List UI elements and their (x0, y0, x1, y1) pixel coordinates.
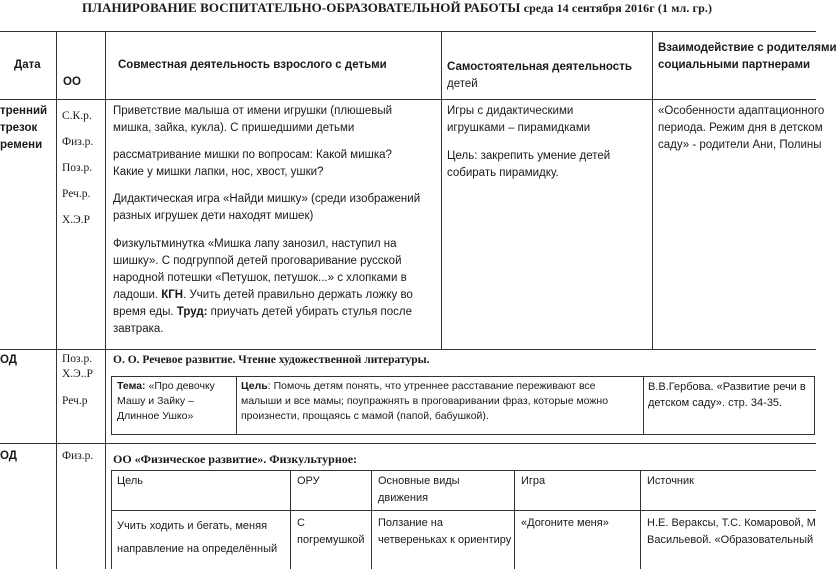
od1-label: ОД (0, 354, 17, 366)
col-joint-border (441, 31, 442, 349)
od2-row-game: «Догоните меня» (521, 517, 609, 529)
od2-inner-header-border (111, 510, 816, 511)
header-row-border (0, 99, 816, 100)
od1-theme: Тема: «Про девочку Машу и Зайку – Длинное Ушко» (117, 380, 215, 422)
od2-inner-left (111, 470, 112, 569)
od1-goal: Цель: Помочь детям понять, что утреннее расставание переживают все малыши и все мамы; поупражнять в проговаривании фраз, которые можно произнести, прощаясь с мамой (папой, бабушкой). (241, 380, 609, 422)
od2-col-oru: ОРУ (297, 475, 320, 487)
od2-row-source: Н.Е. Вераксы, Т.С. Комаровой, М Васильевой. «Образовательный (647, 517, 816, 546)
od2-col-movement: Основные виды движения (378, 475, 460, 504)
od1-inner-divider-1 (236, 376, 237, 435)
morning-joint-activity: Приветствие малыша от имени игрушки (плюшевый мишка, зайка, кукла). С пришедшими детьми рассматривание мишки по вопросам: Какой мишка? Какие у мишки лапки, нос, хвост, ушки? Дидактическая игра «Найди мишку» (среди изображений разных игрушек дети находят мишек) Физкультминутка «Мишка лапу занозил, наступил на шишку». С подгруппой детей проговаривание русской народной потешки «Петушок, петушок...» с хлопками в ладоши. КГН. Учить детей правильно держать ложку во время еды. Труд: приучать детей убирать стулья после завтрака. (113, 105, 421, 335)
morning-row-border (0, 349, 816, 350)
od2-col-goal: Цель (117, 475, 144, 487)
od2-area-title: ОО «Физическое развитие». Физкультурное: (113, 452, 358, 466)
od1-inner-divider-2 (643, 376, 644, 435)
od2-inner-divider-3 (514, 470, 515, 569)
od2-inner-divider-2 (371, 470, 372, 569)
title-date: среда 14 сентября 2016г (1 мл. гр.) (523, 1, 713, 15)
morning-interaction: «Особенности адаптационного периода. Режим дня в детском саду» - родители Ани, Полины (658, 105, 825, 151)
od1-source: В.В.Гербова. «Развитие речи в детском саду». стр. 34-35. (648, 381, 806, 409)
od2-label: ОД (0, 450, 17, 462)
od1-area-title: О. О. Речевое развитие. Чтение художественной литературы. (113, 354, 430, 366)
od2-inner-divider-4 (640, 470, 641, 569)
table-top-border (0, 31, 816, 32)
morning-oo-list: С.К.р. Физ.р. Поз.р. Реч.р. Х.Э.Р (62, 110, 94, 226)
od2-inner-divider-1 (290, 470, 291, 569)
od2-col-source: Источник (647, 475, 694, 487)
header-oo: ОО (63, 76, 81, 88)
title-main: ПЛАНИРОВАНИЕ ВОСПИТАТЕЛЬНО-ОБРАЗОВАТЕЛЬНОЙ РАБОТЫ (82, 0, 521, 15)
col-date-border (56, 31, 57, 569)
col-oo-border (105, 31, 106, 569)
od2-inner-top (111, 470, 816, 471)
header-joint: Совместная деятельность взрослого с детьми (118, 59, 387, 71)
header-independent: Самостоятельная деятельность детей (447, 61, 632, 90)
od2-row-movement: Ползание на четвереньках к ориентиру (378, 517, 512, 546)
col-independent-border (652, 31, 653, 349)
page-title (82, 0, 712, 16)
od1-oo-list: Поз.р. Х.Э..Р Реч.р (62, 353, 93, 407)
od2-row-oru: С погремушкой (297, 517, 365, 546)
header-interaction: Взаимодействие с родителями социальными партнерами (658, 42, 837, 71)
header-date: Дата (14, 59, 41, 71)
morning-label: тренний трезок ремени (0, 105, 48, 151)
od2-col-game: Игра (521, 475, 546, 487)
od2-row-goal: Учить ходить и бегать, меняя направление на определённый (117, 520, 278, 555)
morning-independent-activity: Игры с дидактическими игрушками – пирамидками Цель: закрепить умение детей собирать пирамидку. (447, 105, 611, 179)
od2-oo: Физ.р. (62, 450, 94, 462)
od1-row-border (0, 443, 816, 444)
